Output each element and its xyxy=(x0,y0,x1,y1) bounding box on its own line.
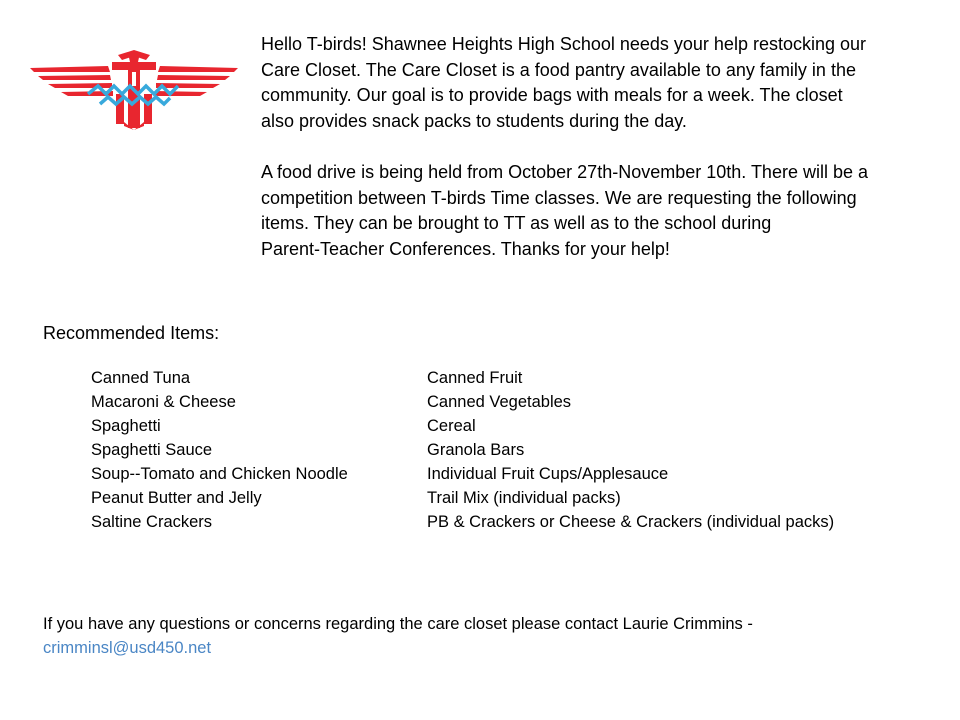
intro-text xyxy=(261,32,941,262)
contact-email-link[interactable]: crimminsl@usd450.net xyxy=(43,639,212,657)
bird-head xyxy=(118,50,150,62)
recommended-items-right-list xyxy=(427,366,834,534)
contact-info xyxy=(43,612,923,660)
t-birds-thunderbird-logo-icon xyxy=(28,50,240,130)
intro-paragraph-1: Hello T-birds! Shawnee Heights High School needs your help restocking our Care Closet. The Care Closet is a food pantry available to any family in the community. Our goal is to provide bags with meals for a week. The closet also provides snack packs to students during the day. xyxy=(261,34,867,131)
recommended-items-heading: Recommended Items: xyxy=(43,323,220,343)
list-item: Individual Fruit Cups/Applesauce xyxy=(427,465,669,483)
list-item: Trail Mix (individual packs) xyxy=(427,489,621,507)
left-wing xyxy=(30,66,113,96)
body-highlight xyxy=(132,72,136,86)
contact-text: If you have any questions or concerns regarding the care closet please contact Laurie Crimmins - xyxy=(43,615,753,633)
list-item: Cereal xyxy=(427,417,476,435)
intro-paragraph-2: A food drive is being held from October 27th-November 10th. There will be a competition between T-birds Time classes. We are requesting the following items. They can be brought to TT as well as to the school during Parent-Teacher Conferences. Thanks for your help! xyxy=(261,161,868,259)
list-item: Soup--Tomato and Chicken Noodle xyxy=(91,465,348,483)
list-item: Macaroni & Cheese xyxy=(91,393,236,411)
list-item: Canned Vegetables xyxy=(427,393,572,411)
recommended-items-left-list xyxy=(91,366,348,534)
list-item: Canned Tuna xyxy=(91,369,191,387)
list-item: Peanut Butter and Jelly xyxy=(91,489,262,507)
list-item: PB & Crackers or Cheese & Crackers (individual packs) xyxy=(427,513,835,531)
list-item: Spaghetti Sauce xyxy=(91,441,213,459)
list-item: Canned Fruit xyxy=(427,369,523,387)
list-item: Granola Bars xyxy=(427,441,525,459)
list-item: Spaghetti xyxy=(91,417,161,435)
list-item: Saltine Crackers xyxy=(91,513,213,531)
